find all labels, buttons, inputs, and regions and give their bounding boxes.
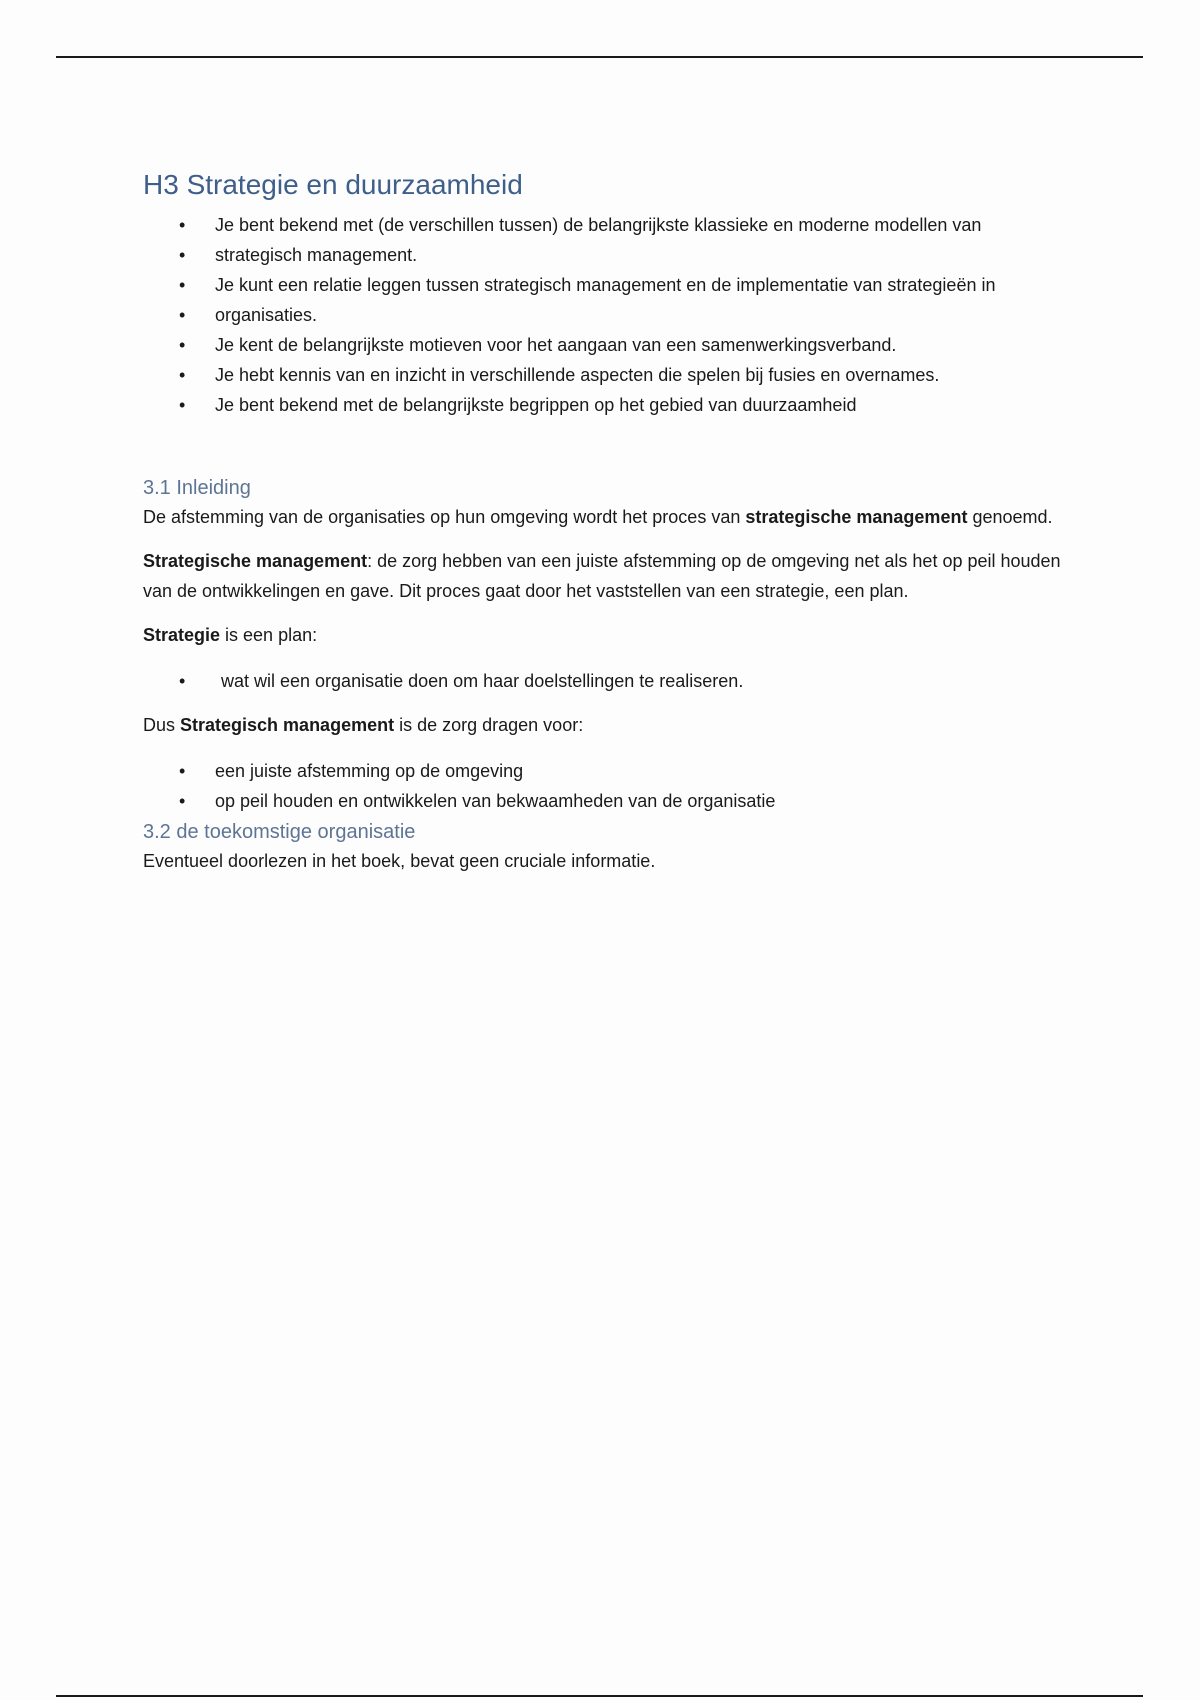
header-rule	[56, 56, 1143, 58]
intro-paragraph: De afstemming van de organisaties op hun omgeving wordt het proces van strategische management genoemd.	[143, 507, 1053, 527]
objectives-list	[143, 210, 1073, 420]
list-item: • Je kent de belangrijkste motieven voor het aangaan van een samenwerkingsverband.	[143, 330, 1073, 360]
section-heading-toekomstige-organisatie: 3.2 de toekomstige organisatie	[143, 821, 416, 843]
section-heading-inleiding: 3.1 Inleiding	[143, 477, 251, 499]
strategy-paragraph: Strategie is een plan:	[143, 625, 318, 645]
section2-paragraph: Eventueel doorlezen in het boek, bevat geen cruciale informatie.	[143, 851, 656, 871]
list-item: • Je bent bekend met de belangrijkste begrippen op het gebied van duurzaamheid	[143, 390, 1073, 420]
document-body	[143, 168, 1073, 876]
list-item: • een juiste afstemming op de omgeving	[143, 756, 1073, 786]
dus-paragraph: Dus Strategisch management is de zorg dragen voor:	[143, 715, 584, 735]
list-item: • op peil houden en ontwikkelen van bekwaamheden van de organisatie	[143, 786, 1073, 816]
list-item: • wat wil een organisatie doen om haar doelstellingen te realiseren.	[143, 666, 1073, 696]
list-item: • strategisch management.	[143, 240, 1073, 270]
list-item: • organisaties.	[143, 300, 1073, 330]
list-item: • Je bent bekend met (de verschillen tussen) de belangrijkste klassieke en moderne modellen van	[143, 210, 1073, 240]
list-item: • Je hebt kennis van en inzicht in verschillende aspecten die spelen bij fusies en overnames.	[143, 360, 1073, 390]
strategy-list	[143, 666, 1073, 696]
footer-rule	[56, 1695, 1143, 1697]
definition-paragraph: Strategische management: de zorg hebben van een juiste afstemming op de omgeving net als het op peil houden van de ontwikkelingen en gave. Dit proces gaat door het vaststellen van een strategie, een plan.	[143, 551, 1061, 601]
page-title: H3 Strategie en duurzaamheid	[143, 169, 523, 200]
list-item: • Je kunt een relatie leggen tussen strategisch management en de implementatie van strategieën in	[143, 270, 1073, 300]
dus-list	[143, 756, 1073, 816]
